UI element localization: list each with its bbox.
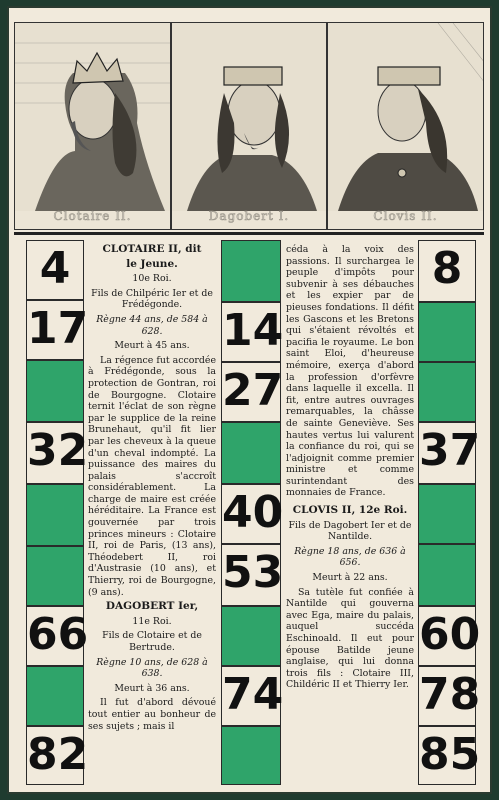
portrait-dagobert-engraving: [172, 23, 327, 230]
king-parents: Fils de Chilpéric Ier et de Frédégonde.: [91, 287, 213, 311]
green-cell: [26, 484, 84, 546]
king-history: La régence fut accordée à Frédégonde, sous la protection de Gontran, roi de Bourgogne. Clotaire ternit l'éclat de son règne par le supplice de la reine Brunehaut, qu'il fit lier par les cheveux à la queue d'un cheval indompté. La puissance des maires du palais s'accroît considérablement. La charge de maire est créée héréditaire. La France est gouvernée par trois princes mineurs : Clotaire II, roi de Paris, (13 ans), Théodebert II, roi d'Austrasie (10 ans), et Thierry, roi de Bourgogne, (9 ans).: [88, 354, 216, 598]
number-cell: 53: [221, 544, 281, 606]
king-parents: Fils de Dagobert Ier et de Nantilde.: [288, 519, 412, 543]
number-cell: 14: [221, 302, 281, 362]
portrait-dagobert: [171, 22, 327, 230]
green-cell: [26, 666, 84, 726]
number-cell: 27: [221, 362, 281, 422]
text-column-right: [286, 244, 414, 694]
number-cell: 8: [418, 240, 476, 302]
green-cell: [221, 606, 281, 666]
divider: [14, 232, 484, 235]
green-cell: [418, 302, 476, 362]
king-title: DAGOBERT Ier,: [105, 600, 199, 613]
number-cell: 37: [418, 422, 476, 484]
king-reign: Règne 44 ans, de 584 à 628.: [96, 313, 208, 337]
green-cell: [26, 546, 84, 606]
portrait-clovis: [327, 22, 484, 230]
green-cell: [221, 726, 281, 785]
portrait-row: [14, 22, 484, 230]
king-reign: Règne 18 ans, de 636 à 656.: [294, 545, 406, 569]
portrait-caption: Dagobert I.: [208, 209, 290, 223]
number-cell: 82: [26, 726, 84, 785]
king-history: céda à la voix des passions. Il surchargea le peuple d'impôts pour subvenir à ses débauches et les expier par de pieuses fondations. Il défit les Gascons et les Bretons qui s'étaient révoltés et pacifia le royaume. Le bon saint Eloi, d'heureuse mémoire, exerça d'abord la profession d'orfèvre dans laquelle il excella. Il fit, entre autres ouvrages remarquables, la châsse de sainte Geneviève. Ses hautes vertus lui valurent la confiance du roi, qui se l'adjoignit comme premier ministre et comme surintendant des monnaies de France.: [286, 244, 414, 499]
portrait-caption: Clotaire II.: [53, 209, 132, 223]
text-column-left: [88, 244, 216, 735]
king-death: Meurt à 45 ans.: [114, 340, 190, 352]
portrait-caption: Clovis II.: [373, 209, 438, 223]
king-title: CLOVIS II, 12e Roi.: [292, 504, 408, 517]
king-death: Meurt à 22 ans.: [312, 572, 388, 584]
king-parents: Fils de Clotaire et de Bertrude.: [102, 630, 202, 653]
king-reign: Règne 10 ans, de 628 à 638.: [96, 656, 208, 680]
green-cell: [418, 484, 476, 544]
number-cell: 66: [26, 606, 84, 666]
number-cell: 60: [418, 606, 476, 666]
green-cell: [418, 544, 476, 606]
king-rank: 10e Roi.: [132, 273, 172, 285]
number-cell: 17: [26, 300, 84, 360]
portrait-clotaire-engraving: [15, 23, 171, 230]
king-title: le Jeune.: [126, 257, 178, 270]
king-history: Sa tutèle fut confiée à Nantilde qui gouverna avec Ega, maire du palais, auquel succéda Eschinoald. Il eut pour épouse Batilde jeune anglaise, qui lui donna trois fils : Clotaire III, Childéric II et Thierry Ier.: [286, 586, 414, 691]
number-cell: 85: [418, 726, 476, 785]
king-rank: 11e Roi.: [132, 615, 172, 627]
number-cell: 78: [418, 666, 476, 726]
number-cell: 40: [221, 484, 281, 544]
number-cell: 74: [221, 666, 281, 726]
portrait-clovis-engraving: [328, 23, 484, 230]
green-cell: [221, 240, 281, 302]
king-title: CLOTAIRE II, dit: [102, 243, 202, 255]
green-cell: [26, 360, 84, 422]
green-cell: [418, 362, 476, 422]
number-cell: 32: [26, 422, 84, 484]
king-death: Meurt à 36 ans.: [114, 682, 190, 694]
number-cell: 4: [26, 240, 84, 300]
king-history: Il fut d'abord dévoué tout entier au bonheur de ses sujets ; mais il: [88, 697, 216, 732]
calendar-grid: [14, 240, 484, 785]
portrait-clotaire: [14, 22, 171, 230]
green-cell: [221, 422, 281, 484]
